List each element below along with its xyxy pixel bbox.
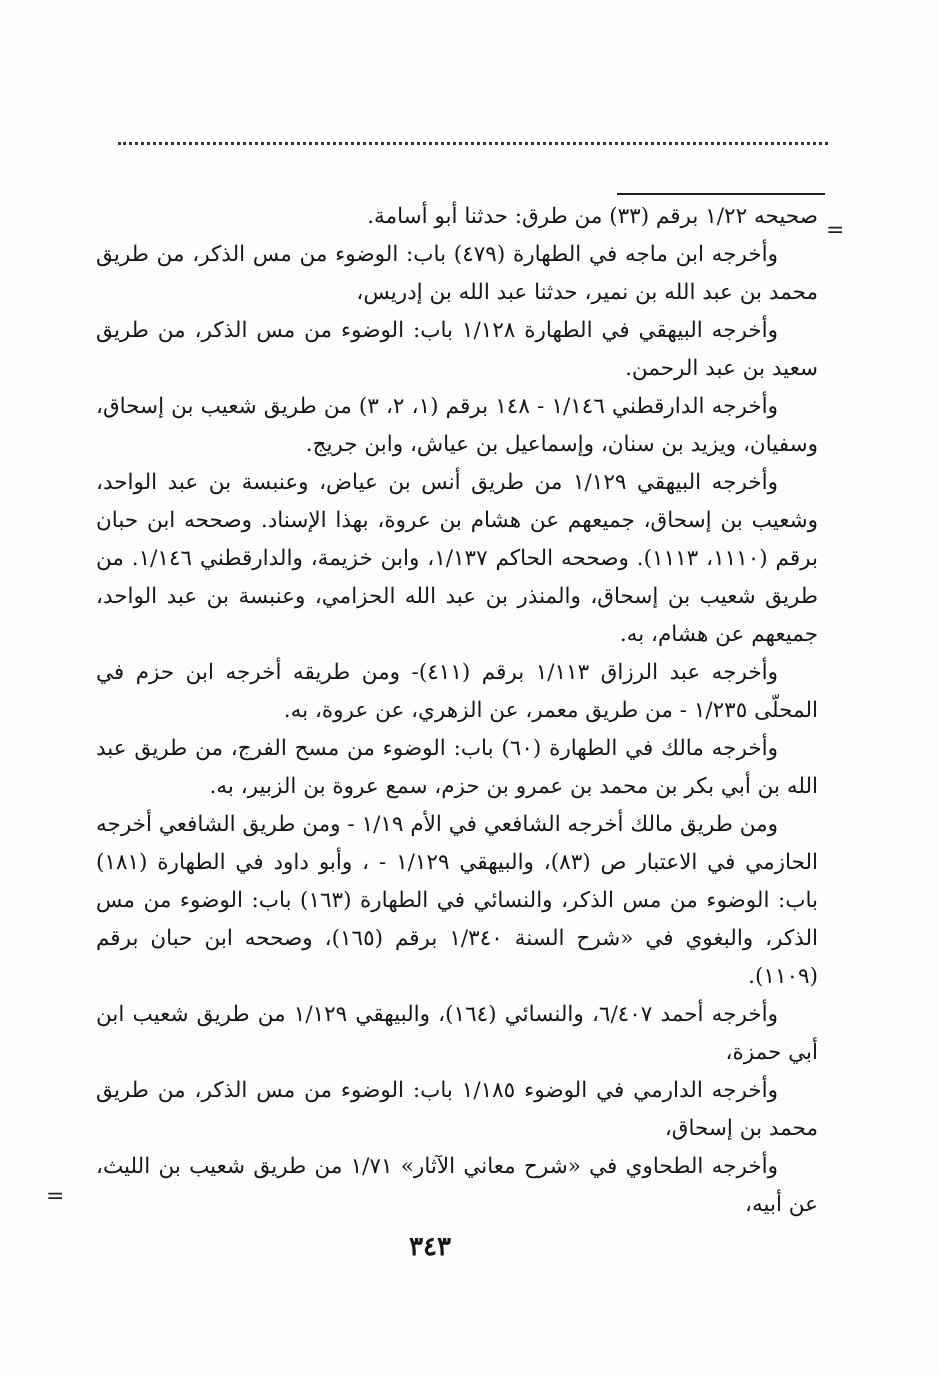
footnote-paragraph: وأخرجه ابن ماجه في الطهارة (٤٧٩) باب: الوضوء من مس الذكر، من طريق محمد بن عبد الله بن نمير، حدثنا عبد الله بن إدريس، [96,242,818,305]
footnote-paragraph: وأخرجه الطحاوي في «شرح معاني الآثار» ١/٧١ من طريق شعيب بن الليث، عن أبيه، [96,1154,818,1217]
footnote-paragraph: وأخرجه الدارقطني ١/١٤٦ - ١٤٨ برقم (١، ٢، ٣) من طريق شعيب بن إسحاق، وسفيان، ويزيد بن سنان، وإسماعيل بن عياش، وابن جريج. [96,394,818,457]
footnote-paragraph: وأخرجه مالك في الطهارة (٦٠) باب: الوضوء من مسح الفرج، من طريق عبد الله بن أبي بكر بن محمد بن عمرو بن حزم، سمع عروة بن الزبير، به. [96,736,818,799]
footnote-paragraph: ومن طريق مالك أخرجه الشافعي في الأم ١/١٩ - ومن طريق الشافعي أخرجه الحازمي في الاعتبار ص (٨٣)، والبيهقي ١/١٢٩ - ، وأبو داود في الطهارة (١٨١) باب: الوضوء من مس الذكر، والنسائي في الطهارة (١٦٣) باب: الوضوء من مس الذكر، والبغوي في «شرح السنة ١/٣٤٠ برقم (١٦٥)، وصححه ابن حبان برقم (١١٠٩). [96,812,818,989]
footnote-paragraph: وأخرجه البيهقي في الطهارة ١/١٢٨ باب: الوضوء من مس الذكر، من طريق سعيد بن عبد الرحمن. [96,318,818,381]
footnote-paragraph: وأخرجه عبد الرزاق ١/١١٣ برقم (٤١١)- ومن طريقه أخرجه ابن حزم في المحلّى ١/٢٣٥ - من طريق معمر، عن الزهري، عن عروة، به. [96,660,818,723]
footnote-paragraph: وأخرجه البيهقي ١/١٢٩ من طريق أنس بن عياض، وعنبسة بن عبد الواحد، وشعيب بن إسحاق، جميعهم عن هشام بن عروة، بهذا الإسناد. وصححه ابن حبان برقم (١١١٠، ١١١٣). وصححه الحاكم ١/١٣٧، وابن خزيمة، والدارقطني ١/١٤٦. من طريق شعيب بن إسحاق، والمنذر بن عبد الله الحزامي، وعنبسة بن عبد الواحد، جميعهم عن هشام، به. [96,470,818,647]
footnote-rule [617,193,825,195]
footnote-body [96,198,818,1224]
footnote-paragraph: وأخرجه الدارمي في الوضوء ١/١٨٥ باب: الوضوء من مس الذكر، من طريق محمد بن إسحاق، [96,1078,818,1141]
footnote-paragraph: صحيحه ١/٢٢ برقم (٣٣) من طرق: حدثنا أبو أسامة. [367,204,818,229]
continuation-mark-top: = [826,218,845,243]
footnote-paragraph: وأخرجه أحمد ٦/٤٠٧، والنسائي (١٦٤)، والبيهقي ١/١٢٩ من طريق شعيب ابن أبي حمزة، [96,1002,818,1065]
continuation-mark-bottom: = [46,1184,65,1209]
page-number: ٣٤٣ [409,1232,451,1262]
dotted-separator [118,142,828,145]
